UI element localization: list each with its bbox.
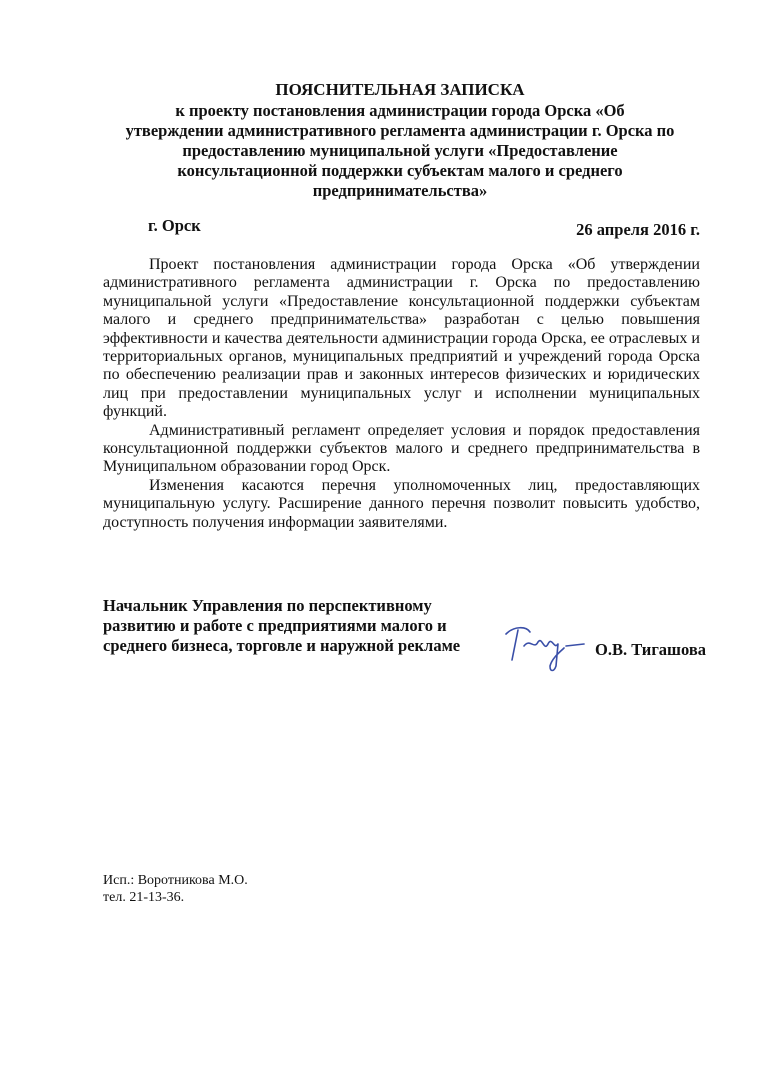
executor-name: Исп.: Воротникова М.О. bbox=[103, 873, 248, 888]
subtitle-line: предоставлению муниципальной услуги «Предоставление bbox=[182, 141, 618, 160]
executor-phone: тел. 21-13-36. bbox=[103, 890, 185, 905]
subtitle-line: к проекту постановления администрации города Орска «Об bbox=[175, 101, 625, 120]
subtitle-line: утверждении административного регламента администрации г. Орска по bbox=[125, 121, 675, 140]
document-city: г. Орск bbox=[148, 216, 201, 235]
executor-info bbox=[103, 872, 248, 906]
signer-position-line: Начальник Управления по перспективному bbox=[103, 596, 432, 615]
subtitle-line: консультационной поддержки субъектам малого и среднего bbox=[177, 161, 623, 180]
handwritten-signature bbox=[500, 616, 590, 676]
document-title: ПОЯСНИТЕЛЬНАЯ ЗАПИСКА bbox=[275, 80, 525, 99]
body-paragraph: Проект постановления администрации города Орска «Об утверждении административного регламента администрации г. Орска по предоставлению муниципальной услуги «Предоставление консультационной поддержки субъектам малого и среднего предпринимательства» разработан с целью повышения эффективности и качества деятельности администрации города Орска, ее отраслевых и территориальных органов, муниципальных предприятий и учреждений города Орска по обеспечению реализации прав и законных интересов физических и юридических лиц при предоставлении муниципальных услуг и исполнении муниципальных функций. bbox=[103, 256, 700, 421]
subtitle-line: предпринимательства» bbox=[312, 181, 488, 200]
signer-position-line: развитию и работе с предприятиями малого и bbox=[103, 616, 447, 635]
document-body bbox=[103, 256, 700, 532]
body-paragraph: Административный регламент определяет условия и порядок предоставления консультационной поддержки субъектов малого и среднего предпринимательства в Муниципальном образовании город Орск. bbox=[103, 421, 700, 476]
signer-position bbox=[103, 596, 483, 656]
document-date: 26 апреля 2016 г. bbox=[576, 220, 700, 239]
body-paragraph: Изменения касаются перечня уполномоченных лиц, предоставляющих муниципальную услугу. Расширение данного перечня позволит повысить удобство, доступность получения информации заявителями. bbox=[103, 476, 700, 531]
signer-position-line: среднего бизнеса, торговле и наружной рекламе bbox=[103, 636, 461, 655]
document-subtitle bbox=[100, 101, 700, 201]
signer-name: О.В. Тигашова bbox=[595, 640, 706, 659]
